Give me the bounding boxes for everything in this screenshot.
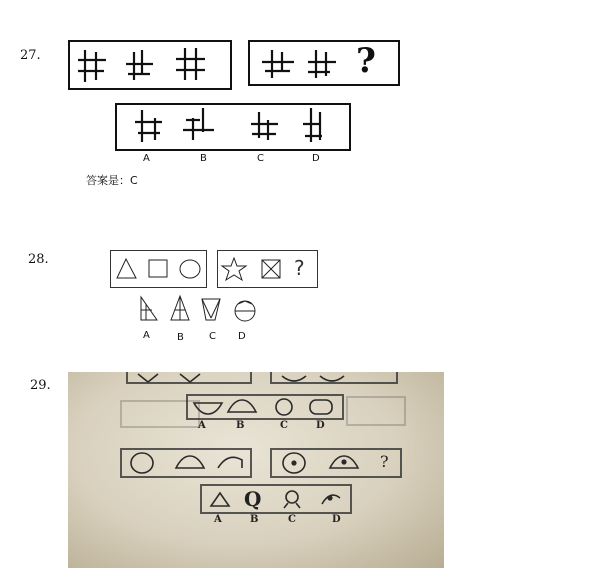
- q29-upper-option-c-shape: [276, 399, 292, 415]
- q29-seq-arc: [218, 457, 242, 468]
- q27-option-c-label: C: [257, 153, 264, 164]
- q28-square: [149, 260, 167, 277]
- q29-lower-option-a-label: A: [214, 514, 222, 525]
- q29-seq-circle: [131, 453, 153, 473]
- q29-upper-option-a-shape: [194, 403, 222, 414]
- q29-lower-option-a-shape: [211, 493, 229, 506]
- q28-option-c-figure: [202, 299, 220, 320]
- q27-question-mark: ?: [356, 41, 376, 81]
- q29-lower-option-d-label: D: [332, 514, 341, 525]
- q29-seq-semi-open: [176, 456, 204, 468]
- q27-option-a-label: A: [143, 153, 150, 164]
- q29-upper-option-d-label: D: [316, 420, 325, 431]
- q28-circle: [180, 260, 200, 278]
- q27-option-b-label: B: [200, 153, 207, 164]
- q28-option-b-label: B: [177, 332, 184, 343]
- q29-upper-option-a-label: A: [198, 420, 206, 431]
- q28-question-mark: ?: [294, 256, 305, 280]
- q29-upper-option-d-shape: [310, 400, 332, 414]
- q29-lower-option-c-label: C: [288, 514, 296, 525]
- question-number-28: 28.: [28, 252, 49, 267]
- question-number-27: 27.: [20, 48, 41, 63]
- q28-option-d-figure: [235, 301, 255, 321]
- q28-star: [222, 258, 246, 280]
- q28-option-a-label: A: [143, 330, 150, 341]
- q29-lower-option-b-label: B: [250, 514, 259, 525]
- q28-option-a-figure: [141, 297, 157, 320]
- q29-upper-option-b-label: B: [236, 420, 245, 431]
- q29-upper-option-b-shape: [228, 400, 256, 412]
- question-number-29: 29.: [30, 378, 51, 393]
- q28-option-b-figure: [171, 296, 189, 320]
- q29-photo: [68, 372, 444, 568]
- q28-option-c-label: C: [209, 331, 216, 342]
- q29-question-mark: ?: [380, 452, 389, 471]
- q28-crossed-square: [262, 260, 280, 278]
- q27-option-d-label: D: [312, 153, 320, 164]
- q28-option-d-label: D: [238, 331, 246, 342]
- q27-answer-text: 答案是：C: [86, 174, 138, 187]
- q29-upper-option-c-label: C: [280, 420, 288, 431]
- q29-lower-option-c-shape: [286, 491, 298, 503]
- q29-lower-option-b-shape: Q: [244, 487, 262, 511]
- q28-triangle: [117, 259, 136, 278]
